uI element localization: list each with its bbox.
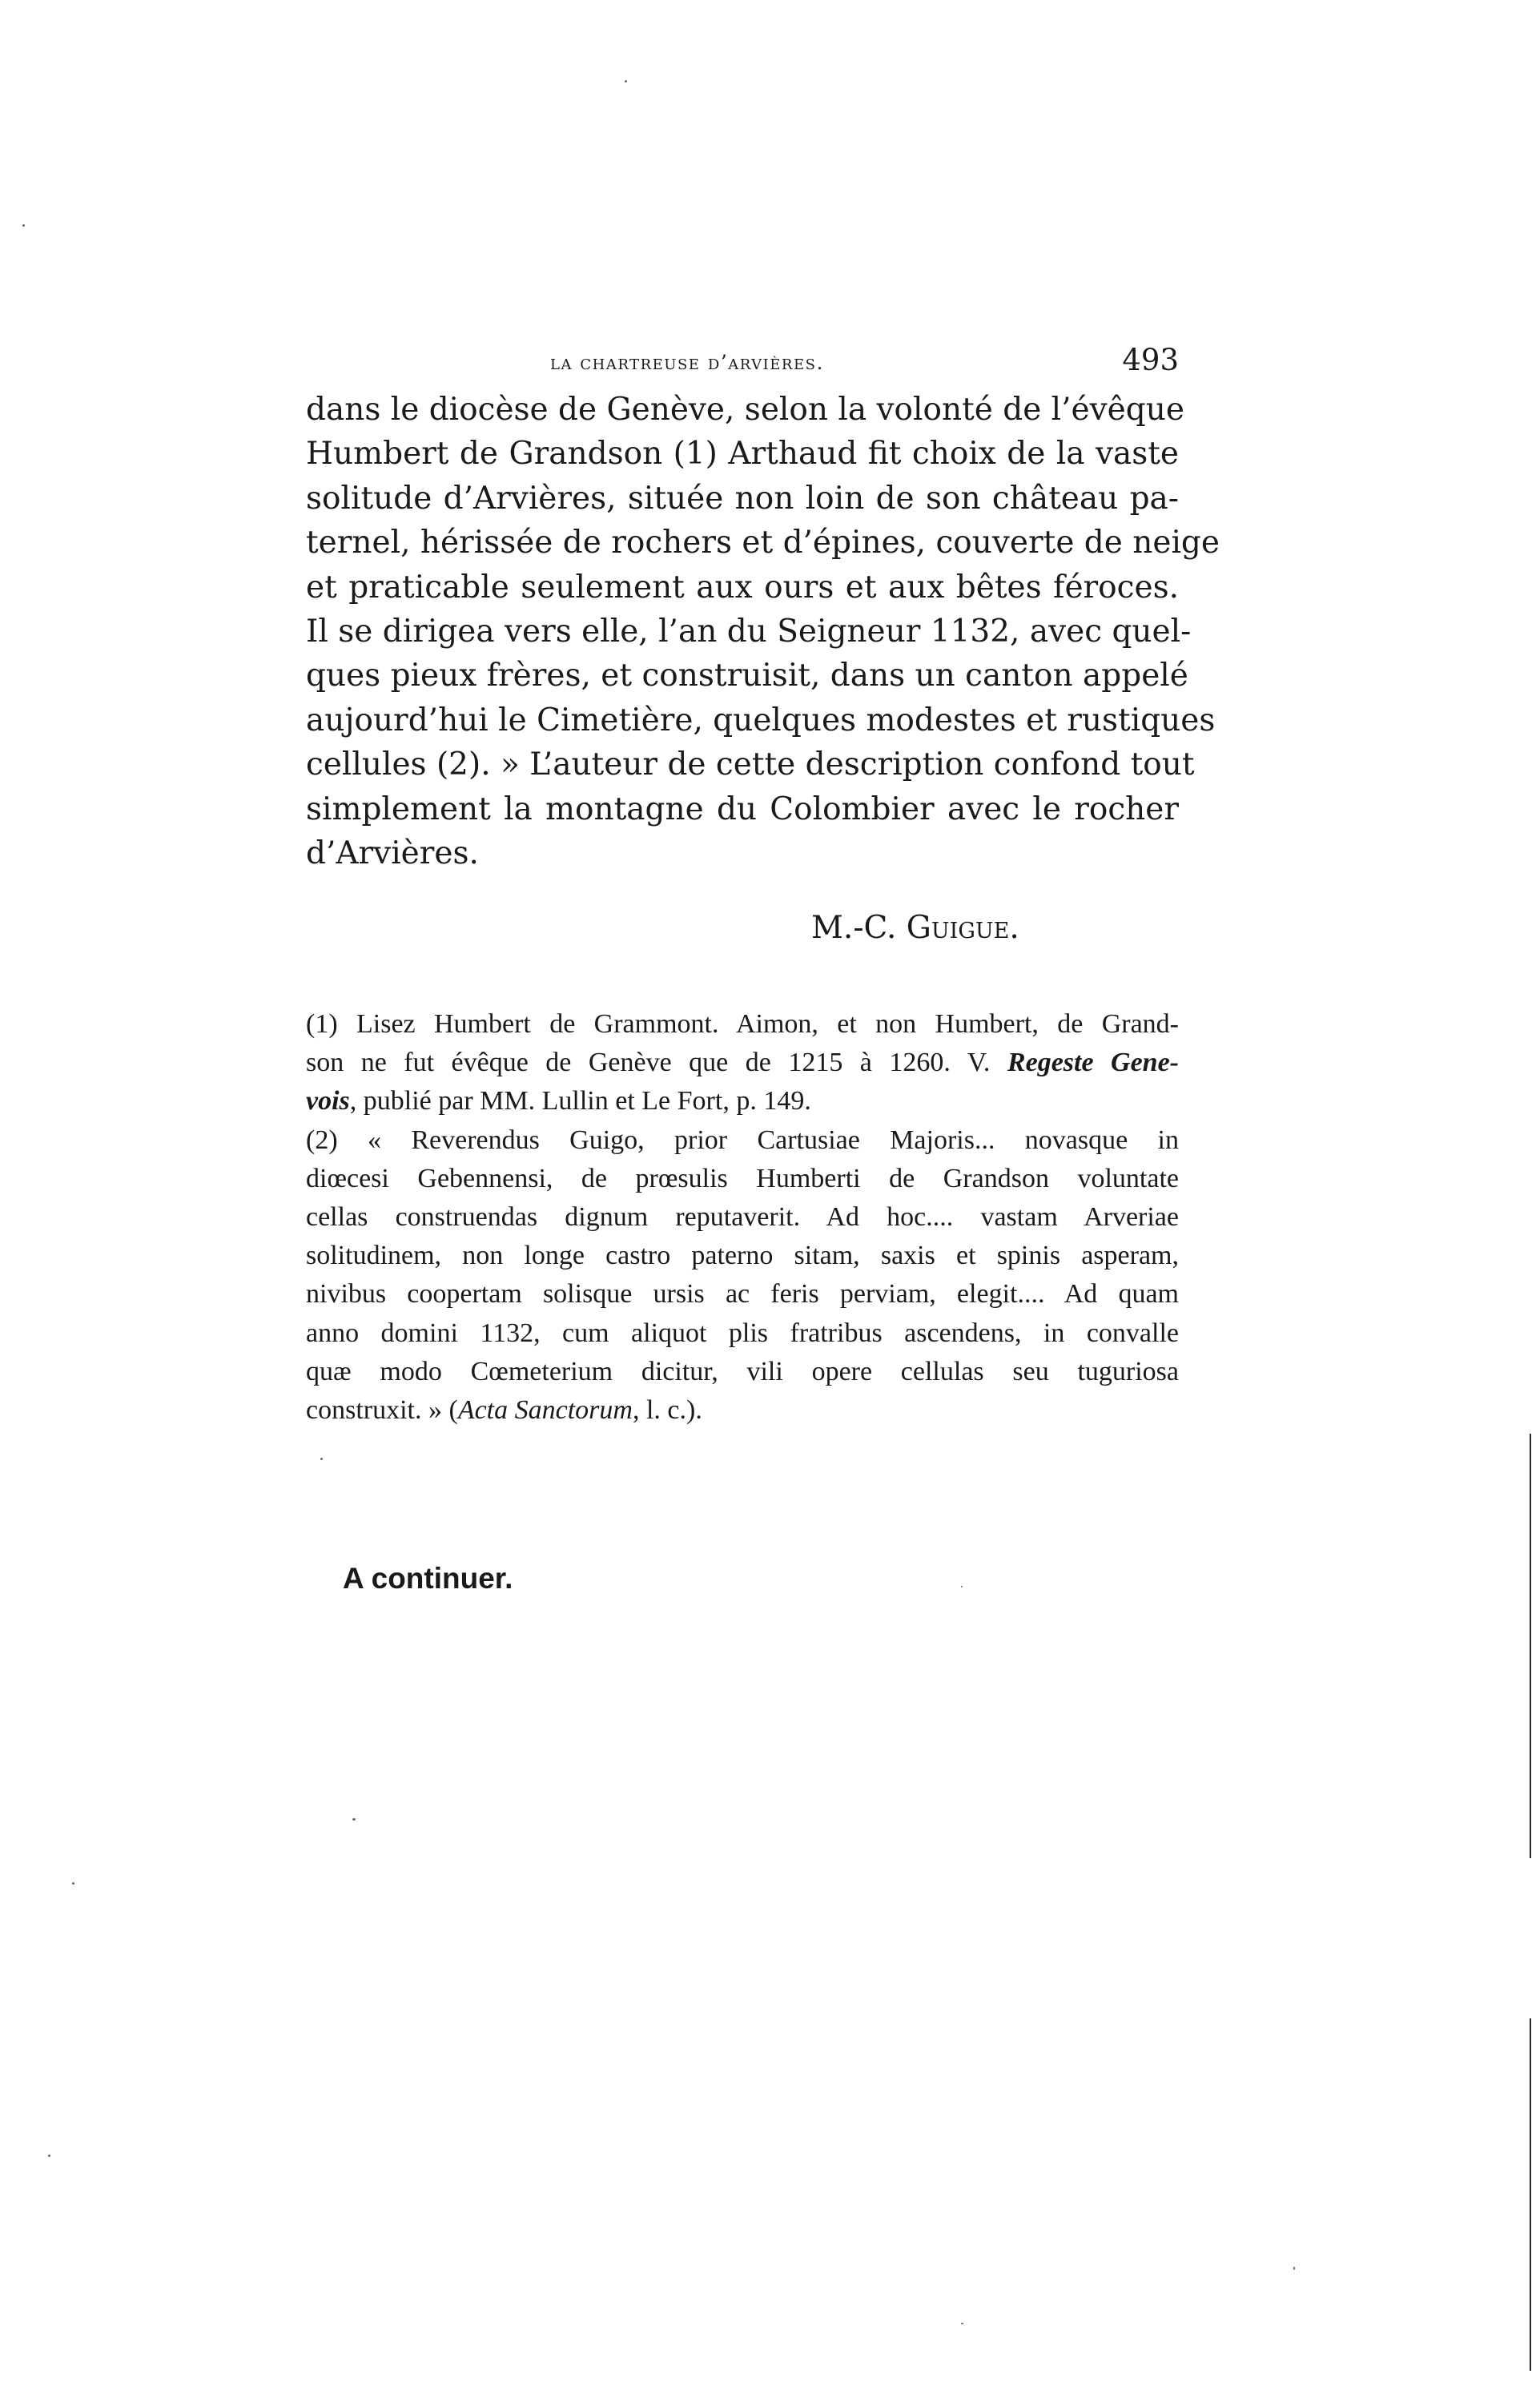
scan-speck [961, 1586, 963, 1587]
footnote-2-line: (2) « Reverendus Guigo, prior Cartusiae Majoris... novasque in [306, 1125, 1179, 1155]
scan-speck [72, 1882, 74, 1885]
scan-speck [22, 224, 25, 227]
signature-surname: Guigue. [906, 910, 1019, 946]
footnote-2-line: solitudinem, non longe castro paterno sitam, saxis et spinis asperam, [306, 1241, 1179, 1271]
footnote-1-line [306, 1044, 1179, 1082]
footnote-1-title: Regeste Gene- [1007, 1048, 1179, 1078]
text-line: Humbert de Grandson (1) Arthaud fit choix de la vaste [306, 436, 1179, 473]
scan-speck [625, 80, 627, 82]
running-title: la chartreuse d’arvières. [550, 351, 824, 374]
footnote-1-title: vois [306, 1086, 350, 1117]
text-line: et praticable seulement aux ours et aux bêtes féroces. [306, 569, 1179, 606]
author-signature [811, 910, 1019, 946]
footnote-1-line [306, 1082, 1179, 1121]
running-head [306, 343, 1179, 388]
scan-edge-mark [1530, 2018, 1531, 2371]
footnote-2-line: diœcesi Gebennensi, de prœsulis Humberti de Grandson voluntate [306, 1163, 1179, 1193]
footnote-2-line: anno domini 1132, cum aliquot plis fratribus ascendens, in convalle [306, 1318, 1179, 1348]
text-line: dans le diocèse de Genève, selon la volonté de l’évêque [306, 392, 1184, 428]
footnote-1-text: son ne fut évêque de Genève que de 1215 à 1260. V. [306, 1048, 1007, 1078]
footnote-2-line: nivibus coopertam solisque ursis ac feris perviam, elegit.... Ad quam [306, 1279, 1179, 1310]
footnote-1-line: (1) Lisez Humbert de Grammont. Aimon, et non Humbert, de Grand- [306, 1009, 1179, 1039]
footnote-2-text: construxit. » ( [306, 1395, 458, 1426]
scan-speck [961, 2323, 963, 2324]
footnote-2-line: cellas construendas dignum reputaverit. Ad hoc.... vastam Arveriae [306, 1202, 1179, 1233]
main-paragraph [306, 388, 1220, 875]
to-be-continued: A continuer. [343, 1562, 513, 1595]
signature-initials: M.-C. [811, 910, 897, 946]
footnotes [306, 1005, 1179, 1430]
footnote-2-line: quæ modo Cœmeterium dicitur, vili opere cellulas seu tuguriosa [306, 1356, 1179, 1386]
scan-speck [1293, 2267, 1295, 2270]
text-line: cellules (2). » L’auteur de cette description confond tout [306, 746, 1195, 783]
text-line: simplement la montagne du Colombier avec le rocher [306, 791, 1179, 827]
footnote-2-text: , l. c.). [632, 1395, 702, 1426]
scan-speck [48, 2155, 50, 2157]
text-line: Il se dirigea vers elle, l’an du Seigneur 1132, avec quel- [306, 614, 1192, 650]
scan-speck [320, 1458, 323, 1460]
text-line: aujourd’hui le Cimetière, quelques modestes et rustiques [306, 702, 1216, 738]
footnote-1-text: , publié par MM. Lullin et Le Fort, p. 149. [349, 1086, 811, 1117]
scan-edge-mark [1530, 1434, 1531, 1858]
scan-speck [352, 1818, 356, 1821]
footnote-2-source-title: Acta Sanctorum [457, 1395, 633, 1426]
text-line: d’Arvières. [306, 835, 479, 872]
text-line: ternel, hérissée de rochers et d’épines, couverte de neige [306, 525, 1220, 561]
text-line: ques pieux frères, et construisit, dans un canton appelé [306, 658, 1188, 694]
footnote-2-line [306, 1391, 1179, 1430]
text-line: solitude d’Arvières, située non loin de son château pa- [306, 480, 1179, 517]
page-number: 493 [1122, 343, 1179, 377]
